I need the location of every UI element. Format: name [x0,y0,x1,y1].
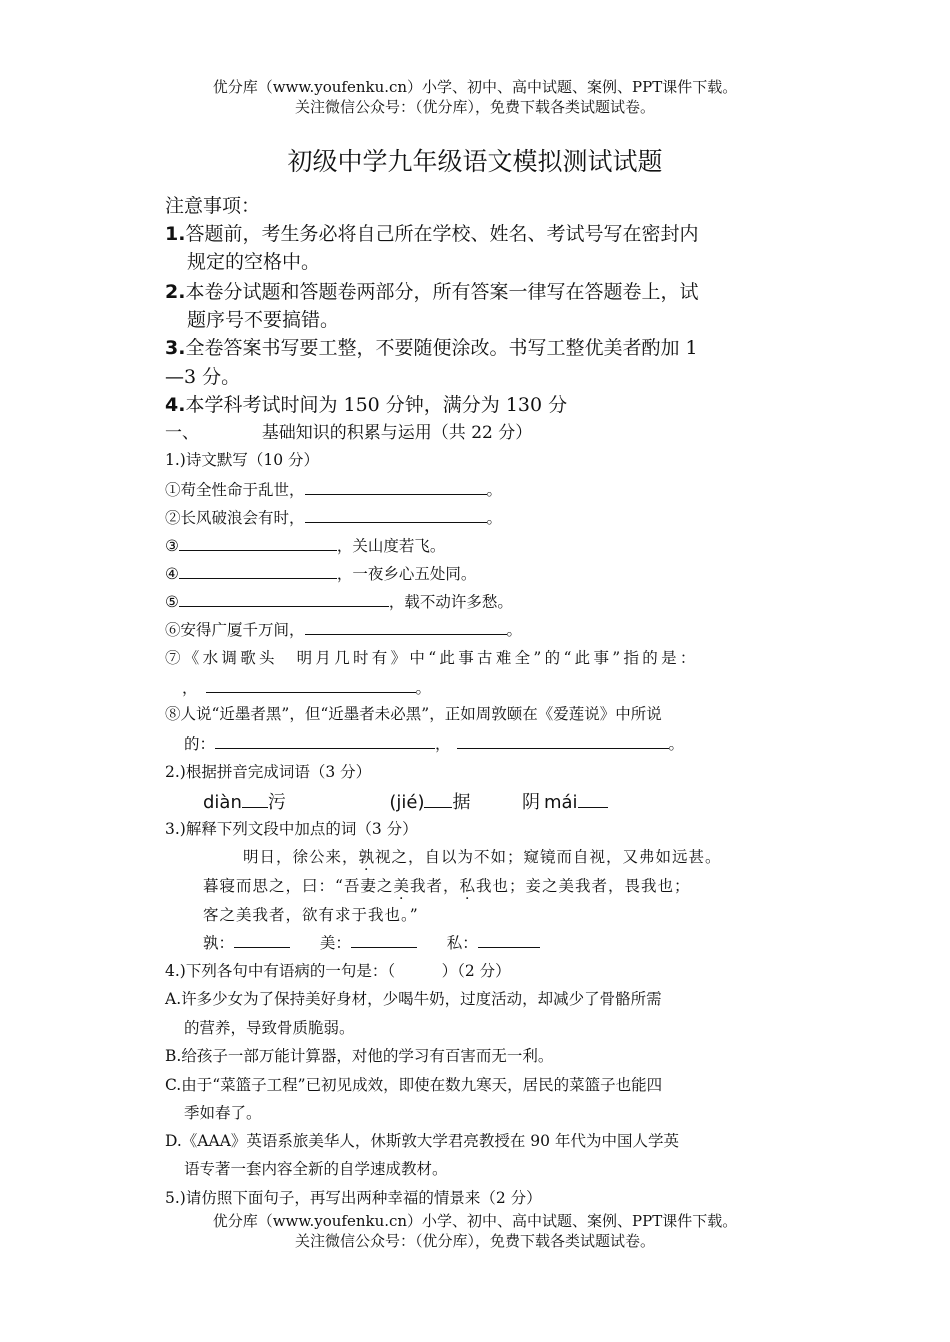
q1-item-text: ⑥安得广厦千万间， [165,621,305,639]
q1-item-6 [165,618,522,640]
q1-item-text: ⑤ [165,593,179,611]
word-char-3: 阴 [521,792,540,813]
answer-label-si: 私： [446,934,478,952]
q4-option-a-cont: 的营养，导致骨质脆弱。 [184,1019,355,1037]
pinyin-3: mái [543,792,578,813]
notice-item-3-cont: —3 分。 [165,366,241,388]
q4-option-d-cont: 语专著一套内容全新的自学速成教材。 [184,1160,448,1178]
question-4-title: 4.)下列各句中有语病的一句是：（ ）（2 分） [165,962,511,980]
q1-item-3 [165,534,445,556]
q1-item-text: 的： [184,735,216,753]
answer-blank[interactable] [305,507,487,523]
notice-item-1-cont: 规定的空格中。 [187,251,321,273]
notice-item-number: 3. [165,337,186,359]
answer-blank[interactable] [179,563,337,579]
dotted-word-si: 私 [459,877,476,895]
passage-text: 我者， [409,877,460,895]
q1-item-text: ③ [165,537,179,555]
notice-item-text: 本卷分试题和答题卷两部分，所有答案一律写在答题卷上，试 [185,281,699,303]
answer-blank[interactable] [305,479,487,495]
pinyin-2: (jié) [389,792,425,813]
header-line-1: 优分库（www.youfenku.cn）小学、初中、高中试题、案例、PPT课件下载。 [212,78,738,96]
passage-text: 明日，徐公来， [243,848,359,866]
q3-passage-line-2 [203,874,691,896]
notice-item-text: 全卷答案书写要工整，不要随便涂改。书写工整优美者酌加 1 [185,337,698,359]
answer-blank[interactable] [578,792,608,808]
section-1-heading [165,418,532,443]
section-label: 一、 [165,423,199,443]
q1-item-5 [165,590,513,612]
page-title: 初级中学九年级语文模拟测试试题 [287,147,663,176]
q1-item-end: ，一夜乡心五处同。 [336,565,477,583]
answer-label-mei: 美： [319,934,351,952]
q4-option-b: B.给孩子一部万能计算器，对他的学习有百害而无一利。 [165,1047,554,1065]
q2-pinyin-row [203,788,608,814]
section-title: 基础知识的积累与运用（共 22 分） [261,423,533,443]
dotted-word-shu: 孰 [358,848,376,866]
question-1-title: 1.)诗文默写（10 分） [165,451,319,469]
answer-label-shu: 孰： [203,934,235,952]
word-char-1: 污 [267,792,286,813]
notice-item-1 [165,219,698,246]
answer-blank[interactable] [457,733,669,749]
word-char-2: 据 [452,792,471,813]
q3-passage-line-3: 客之美我者，欲有求于我也。” [203,906,419,924]
notice-heading: 注意事项： [165,195,261,217]
notice-item-2 [165,277,698,304]
answer-blank[interactable] [215,733,435,749]
q1-item-8: ⑧人说“近墨者黑”，但“近墨者未必黑”，正如周敦颐在《爱莲说》中所说 [165,705,662,723]
passage-text: 我也；妾之美我者，畏我也； [475,877,691,895]
notice-item-3 [165,333,698,360]
answer-blank[interactable] [305,619,507,635]
notice-item-number: 2. [165,281,186,303]
notice-item-number: 4. [165,394,186,416]
q3-answer-row [203,931,540,953]
answer-blank[interactable] [424,792,452,808]
footer-line-2: 关注微信公众号：（优分库），免费下载各类试题试卷。 [294,1232,655,1250]
answer-blank[interactable] [179,591,389,607]
q1-item-end: 。 [415,679,432,697]
q1-item-sep: ， [435,735,451,753]
passage-text: 暮寝而思之，曰：“吾妻之 [203,877,394,895]
q1-item-end: 。 [486,481,503,499]
q1-item-1 [165,478,502,500]
q4-option-a: A.许多少女为了保持美好身材，少喝牛奶，过度活动，却减少了骨骼所需 [165,990,662,1008]
question-5-title: 5.)请仿照下面句子，再写出两种幸福的情景来（2 分） [165,1189,542,1207]
q1-item-text: ②长风破浪会有时， [165,509,305,527]
q1-item-end: ，载不动许多愁。 [388,593,513,611]
q1-item-end: 。 [486,509,503,527]
q1-item-end: ，关山度若飞。 [336,537,446,555]
header-line-2: 关注微信公众号：（优分库），免费下载各类试题试卷。 [294,98,655,116]
q1-item-end: 。 [506,621,523,639]
answer-blank[interactable] [234,932,290,948]
q1-item-8-cont [184,732,684,754]
q1-item-end: 。 [668,735,685,753]
q3-passage-line-1 [243,845,722,867]
notice-item-number: 1. [165,223,186,245]
q1-item-4 [165,562,476,584]
answer-blank[interactable] [478,932,540,948]
q4-option-c-cont: 季如春了。 [184,1104,262,1122]
q1-item-7: ⑦《水调歌头 明月几时有》中“此事古难全”的“此事”指的是： [165,649,699,667]
notice-item-2-cont: 题序号不要搞错。 [187,309,340,331]
answer-blank[interactable] [242,792,268,808]
answer-blank[interactable] [206,677,416,693]
question-2-title: 2.)根据拼音完成词语（3 分） [165,763,372,781]
footer-line-1: 优分库（www.youfenku.cn）小学、初中、高中试题、案例、PPT课件下载。 [212,1212,738,1230]
q1-item-7-cont [182,676,431,698]
pinyin-1: diàn [203,792,242,813]
passage-text: 视之，自以为不如；窥镜而自视，又弗如远甚。 [375,848,722,866]
q4-option-d: D.《AAA》英语系旅美华人，休斯敦大学君亮教授在 90 年代为中国人学英 [165,1132,679,1150]
dotted-word-mei: 美 [393,877,410,895]
notice-item-4 [165,390,567,417]
answer-blank[interactable] [179,535,337,551]
q1-item-text: ， [182,679,198,697]
q4-option-c: C.由于“菜篮子工程”已初见成效，即使在数九寒天，居民的菜篮子也能四 [165,1076,663,1094]
q1-item-2 [165,506,502,528]
notice-item-text: 答题前，考生务必将自己所在学校、姓名、考试号写在密封内 [185,223,699,245]
q1-item-text: ④ [165,565,179,583]
question-3-title: 3.)解释下列文段中加点的词（3 分） [165,820,418,838]
q1-item-text: ①苟全性命于乱世， [165,481,305,499]
answer-blank[interactable] [351,932,417,948]
notice-item-text: 本学科考试时间为 150 分钟，满分为 130 分 [185,394,568,416]
